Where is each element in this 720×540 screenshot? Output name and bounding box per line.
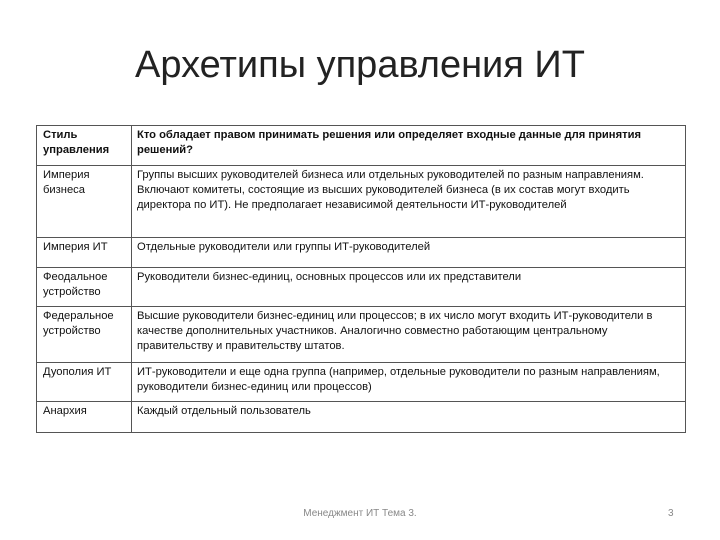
table-row [37, 238, 686, 268]
archetypes-table [36, 125, 686, 433]
description-cell: Группы высших руководителей бизнеса или отдельных руководителей по разным направлениям. Включают комитеты, состоящие из высших руководителей бизнеса (в их состав могут входить директора по ИТ). Не предполагает независимой деятельности ИТ-руководителей [132, 166, 686, 238]
header-description-cell: Кто обладает правом принимать решения или определяет входные данные для принятия решений? [132, 126, 686, 166]
description-cell: Высшие руководители бизнес-единиц или процессов; в их число могут входить ИТ-руководители в качестве дополнительных участников. Аналогично совместно работающим центральному правительству и правительству штатов. [132, 307, 686, 363]
style-cell: Федеральное устройство [37, 307, 132, 363]
description-cell: Каждый отдельный пользователь [132, 402, 686, 433]
description-cell: ИТ-руководители и еще одна группа (например, отдельные руководители по разным направлениям, руководители бизнес-единиц или процессов) [132, 363, 686, 402]
table-row [37, 307, 686, 363]
header-style-cell: Стиль управления [37, 126, 132, 166]
page-number: 3 [668, 508, 674, 519]
description-cell: Отдельные руководители или группы ИТ-руководителей [132, 238, 686, 268]
slide-footer: Менеджмент ИТ Тема 3. [303, 508, 417, 519]
table-row [37, 166, 686, 238]
style-cell: Дуополия ИТ [37, 363, 132, 402]
style-cell: Анархия [37, 402, 132, 433]
table-row [37, 363, 686, 402]
description-cell: Руководители бизнес-единиц, основных процессов или их представители [132, 268, 686, 307]
style-cell: Империя ИТ [37, 238, 132, 268]
style-cell: Империя бизнеса [37, 166, 132, 238]
table-row [37, 268, 686, 307]
slide-title: Архетипы управления ИТ [135, 44, 585, 86]
table-row [37, 402, 686, 433]
table-header-row [37, 126, 686, 166]
style-cell: Феодальное устройство [37, 268, 132, 307]
